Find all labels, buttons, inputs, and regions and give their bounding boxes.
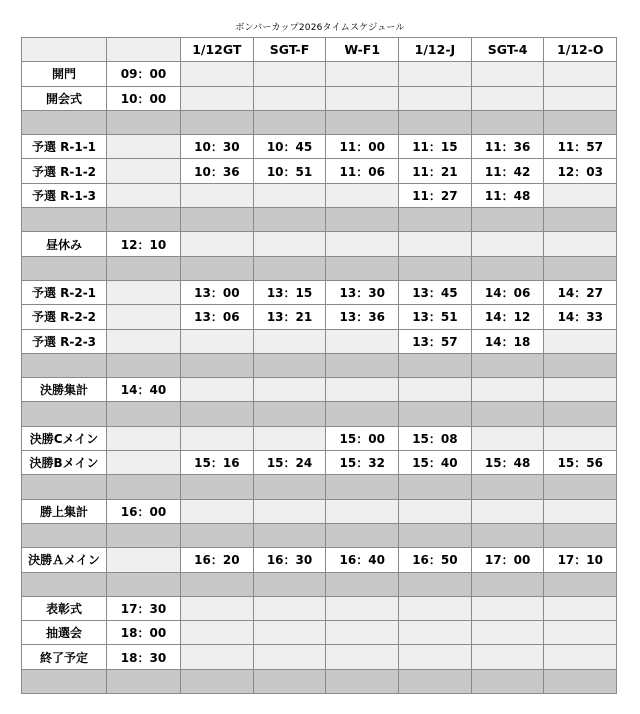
class-time-cell — [399, 596, 472, 620]
class-time-cell — [253, 183, 326, 207]
event-time: 18：30 — [107, 645, 181, 669]
class-time-cell — [544, 62, 617, 86]
class-time-cell — [181, 596, 254, 620]
class-time-cell: 10：45 — [253, 135, 326, 159]
class-time-cell: 11：36 — [471, 135, 544, 159]
class-time-cell — [471, 232, 544, 256]
schedule-body — [22, 38, 617, 694]
separator-cell — [107, 669, 181, 693]
schedule-row — [22, 499, 617, 523]
schedule-row — [22, 86, 617, 110]
class-time-cell — [181, 499, 254, 523]
class-time-cell — [399, 499, 472, 523]
separator-cell — [22, 256, 107, 280]
separator-cell — [181, 475, 254, 499]
class-time-cell — [326, 645, 399, 669]
class-time-cell: 13：36 — [326, 305, 399, 329]
class-time-cell — [326, 596, 399, 620]
class-time-cell — [326, 378, 399, 402]
separator-cell — [471, 256, 544, 280]
class-time-cell — [181, 621, 254, 645]
class-time-cell — [253, 645, 326, 669]
class-time-cell — [399, 62, 472, 86]
header-row — [22, 38, 617, 62]
event-label: 予選 R-2-3 — [22, 329, 107, 353]
schedule-row — [22, 62, 617, 86]
event-label: 予選 R-1-1 — [22, 135, 107, 159]
separator-cell — [107, 110, 181, 134]
event-label: 予選 R-2-2 — [22, 305, 107, 329]
class-time-cell — [471, 596, 544, 620]
class-time-cell — [253, 426, 326, 450]
event-time — [107, 183, 181, 207]
separator-cell — [181, 256, 254, 280]
event-time — [107, 135, 181, 159]
separator-cell — [326, 208, 399, 232]
event-time: 18：00 — [107, 621, 181, 645]
class-time-cell — [544, 426, 617, 450]
separator-cell — [399, 110, 472, 134]
class-time-cell — [181, 86, 254, 110]
separator-cell — [181, 572, 254, 596]
class-time-cell: 15：40 — [399, 451, 472, 475]
separator-cell — [471, 572, 544, 596]
separator-cell — [22, 572, 107, 596]
class-time-cell: 16：30 — [253, 548, 326, 572]
class-time-cell — [253, 86, 326, 110]
class-time-cell — [544, 596, 617, 620]
separator-cell — [253, 475, 326, 499]
separator-cell — [22, 402, 107, 426]
separator-cell — [107, 572, 181, 596]
separator-cell — [253, 110, 326, 134]
class-time-cell — [181, 378, 254, 402]
class-time-cell — [326, 499, 399, 523]
separator-row — [22, 475, 617, 499]
class-time-cell: 14：06 — [471, 280, 544, 304]
class-header: 1/12GT — [181, 38, 254, 62]
class-time-cell — [544, 499, 617, 523]
event-label: 表彰式 — [22, 596, 107, 620]
separator-row — [22, 110, 617, 134]
separator-cell — [253, 208, 326, 232]
class-time-cell: 16：20 — [181, 548, 254, 572]
class-time-cell — [181, 183, 254, 207]
separator-row — [22, 208, 617, 232]
class-time-cell — [471, 645, 544, 669]
separator-cell — [471, 353, 544, 377]
separator-cell — [471, 669, 544, 693]
class-header: SGT-4 — [471, 38, 544, 62]
schedule-row — [22, 159, 617, 183]
class-time-cell: 13：21 — [253, 305, 326, 329]
class-time-cell: 15：00 — [326, 426, 399, 450]
separator-cell — [107, 256, 181, 280]
separator-cell — [107, 402, 181, 426]
separator-cell — [22, 208, 107, 232]
schedule-row — [22, 280, 617, 304]
class-time-cell — [181, 232, 254, 256]
separator-cell — [326, 523, 399, 547]
class-time-cell: 15：56 — [544, 451, 617, 475]
class-time-cell: 13：57 — [399, 329, 472, 353]
class-time-cell: 13：51 — [399, 305, 472, 329]
class-time-cell — [471, 86, 544, 110]
event-label: 勝上集計 — [22, 499, 107, 523]
class-time-cell: 11：27 — [399, 183, 472, 207]
class-header: 1/12-O — [544, 38, 617, 62]
class-time-cell: 15：16 — [181, 451, 254, 475]
separator-cell — [22, 475, 107, 499]
class-time-cell — [253, 499, 326, 523]
class-time-cell: 13：45 — [399, 280, 472, 304]
event-time — [107, 451, 181, 475]
class-time-cell: 17：00 — [471, 548, 544, 572]
separator-cell — [399, 475, 472, 499]
separator-cell — [181, 402, 254, 426]
class-time-cell: 13：30 — [326, 280, 399, 304]
class-time-cell: 10：51 — [253, 159, 326, 183]
class-time-cell — [399, 621, 472, 645]
event-label: 予選 R-2-1 — [22, 280, 107, 304]
separator-cell — [253, 353, 326, 377]
event-time — [107, 329, 181, 353]
separator-cell — [399, 208, 472, 232]
class-time-cell: 11：48 — [471, 183, 544, 207]
event-label: 決勝Ａメイン — [22, 548, 107, 572]
header-time-cell — [107, 38, 181, 62]
separator-cell — [253, 256, 326, 280]
class-time-cell: 11：15 — [399, 135, 472, 159]
separator-cell — [544, 523, 617, 547]
class-time-cell — [544, 329, 617, 353]
class-time-cell — [471, 378, 544, 402]
class-time-cell — [544, 86, 617, 110]
class-time-cell — [326, 62, 399, 86]
class-time-cell: 14：18 — [471, 329, 544, 353]
class-time-cell — [399, 645, 472, 669]
separator-cell — [181, 208, 254, 232]
class-time-cell: 14：12 — [471, 305, 544, 329]
event-label: 開門 — [22, 62, 107, 86]
class-time-cell: 14：27 — [544, 280, 617, 304]
class-time-cell — [326, 232, 399, 256]
class-time-cell: 11：00 — [326, 135, 399, 159]
class-time-cell — [253, 621, 326, 645]
event-label: 開会式 — [22, 86, 107, 110]
class-time-cell — [253, 232, 326, 256]
separator-cell — [399, 256, 472, 280]
separator-cell — [22, 523, 107, 547]
event-time — [107, 305, 181, 329]
separator-row — [22, 402, 617, 426]
separator-cell — [326, 402, 399, 426]
separator-cell — [544, 669, 617, 693]
separator-cell — [399, 523, 472, 547]
class-time-cell — [326, 621, 399, 645]
separator-cell — [326, 475, 399, 499]
separator-row — [22, 256, 617, 280]
separator-cell — [181, 669, 254, 693]
schedule-row — [22, 183, 617, 207]
schedule-row — [22, 596, 617, 620]
class-time-cell — [326, 329, 399, 353]
separator-cell — [471, 110, 544, 134]
event-time: 12：10 — [107, 232, 181, 256]
separator-cell — [326, 353, 399, 377]
separator-cell — [181, 523, 254, 547]
schedule-row — [22, 232, 617, 256]
header-corner-cell — [22, 38, 107, 62]
class-time-cell: 12：03 — [544, 159, 617, 183]
class-time-cell: 15：24 — [253, 451, 326, 475]
separator-cell — [399, 402, 472, 426]
event-time: 09：00 — [107, 62, 181, 86]
separator-cell — [22, 353, 107, 377]
class-time-cell: 17：10 — [544, 548, 617, 572]
class-time-cell — [399, 378, 472, 402]
class-time-cell — [544, 378, 617, 402]
schedule-row — [22, 329, 617, 353]
event-label: 終了予定 — [22, 645, 107, 669]
schedule-row — [22, 378, 617, 402]
class-time-cell — [181, 329, 254, 353]
event-time — [107, 280, 181, 304]
schedule-row — [22, 645, 617, 669]
class-time-cell: 10：36 — [181, 159, 254, 183]
separator-row — [22, 353, 617, 377]
separator-row — [22, 669, 617, 693]
separator-cell — [107, 523, 181, 547]
separator-cell — [253, 402, 326, 426]
class-time-cell: 13：15 — [253, 280, 326, 304]
schedule-row — [22, 451, 617, 475]
class-time-cell — [253, 378, 326, 402]
separator-cell — [22, 669, 107, 693]
class-time-cell: 15：48 — [471, 451, 544, 475]
separator-cell — [544, 110, 617, 134]
class-time-cell — [399, 86, 472, 110]
schedule-table — [21, 37, 617, 694]
separator-cell — [22, 110, 107, 134]
class-time-cell — [544, 645, 617, 669]
class-time-cell: 13：00 — [181, 280, 254, 304]
separator-cell — [544, 208, 617, 232]
class-header: W-F1 — [326, 38, 399, 62]
schedule-title: ボンバーカップ2026タイムスケジュール — [235, 23, 405, 33]
class-time-cell — [181, 62, 254, 86]
separator-cell — [107, 475, 181, 499]
event-label: 抽選会 — [22, 621, 107, 645]
separator-cell — [107, 208, 181, 232]
class-time-cell — [544, 232, 617, 256]
class-time-cell: 11：06 — [326, 159, 399, 183]
separator-cell — [326, 256, 399, 280]
separator-cell — [399, 353, 472, 377]
class-header: SGT-F — [253, 38, 326, 62]
class-time-cell: 14：33 — [544, 305, 617, 329]
separator-cell — [181, 353, 254, 377]
separator-cell — [544, 475, 617, 499]
class-time-cell — [471, 426, 544, 450]
event-time — [107, 426, 181, 450]
class-time-cell — [253, 596, 326, 620]
separator-cell — [253, 572, 326, 596]
event-label: 決勝Bメイン — [22, 451, 107, 475]
separator-row — [22, 523, 617, 547]
separator-cell — [107, 353, 181, 377]
separator-cell — [544, 402, 617, 426]
class-time-cell: 16：40 — [326, 548, 399, 572]
class-time-cell: 15：32 — [326, 451, 399, 475]
event-label: 決勝Cメイン — [22, 426, 107, 450]
class-time-cell: 16：50 — [399, 548, 472, 572]
event-label: 決勝集計 — [22, 378, 107, 402]
separator-cell — [326, 572, 399, 596]
separator-cell — [253, 669, 326, 693]
separator-cell — [544, 572, 617, 596]
event-time: 14：40 — [107, 378, 181, 402]
separator-cell — [471, 523, 544, 547]
separator-cell — [471, 208, 544, 232]
class-time-cell: 13：06 — [181, 305, 254, 329]
schedule-row — [22, 426, 617, 450]
separator-cell — [326, 110, 399, 134]
event-label: 昼休み — [22, 232, 107, 256]
class-time-cell — [471, 62, 544, 86]
schedule-row — [22, 621, 617, 645]
schedule-row — [22, 548, 617, 572]
separator-cell — [399, 669, 472, 693]
class-time-cell: 11：57 — [544, 135, 617, 159]
separator-cell — [471, 402, 544, 426]
schedule-row — [22, 135, 617, 159]
event-label: 予選 R-1-3 — [22, 183, 107, 207]
class-time-cell — [471, 499, 544, 523]
class-time-cell — [326, 183, 399, 207]
class-time-cell — [399, 232, 472, 256]
separator-cell — [181, 110, 254, 134]
event-time: 10：00 — [107, 86, 181, 110]
class-time-cell — [544, 183, 617, 207]
class-time-cell — [181, 645, 254, 669]
class-time-cell — [253, 329, 326, 353]
separator-row — [22, 572, 617, 596]
separator-cell — [544, 353, 617, 377]
separator-cell — [326, 669, 399, 693]
separator-cell — [544, 256, 617, 280]
class-time-cell — [181, 426, 254, 450]
event-time — [107, 548, 181, 572]
class-time-cell — [544, 621, 617, 645]
event-time: 17：30 — [107, 596, 181, 620]
class-time-cell — [471, 621, 544, 645]
class-time-cell: 10：30 — [181, 135, 254, 159]
separator-cell — [471, 475, 544, 499]
class-header: 1/12-J — [399, 38, 472, 62]
schedule-row — [22, 305, 617, 329]
separator-cell — [399, 572, 472, 596]
class-time-cell: 11：21 — [399, 159, 472, 183]
event-label: 予選 R-1-2 — [22, 159, 107, 183]
separator-cell — [253, 523, 326, 547]
class-time-cell: 15：08 — [399, 426, 472, 450]
class-time-cell: 11：42 — [471, 159, 544, 183]
event-time: 16：00 — [107, 499, 181, 523]
event-time — [107, 159, 181, 183]
class-time-cell — [326, 86, 399, 110]
class-time-cell — [253, 62, 326, 86]
